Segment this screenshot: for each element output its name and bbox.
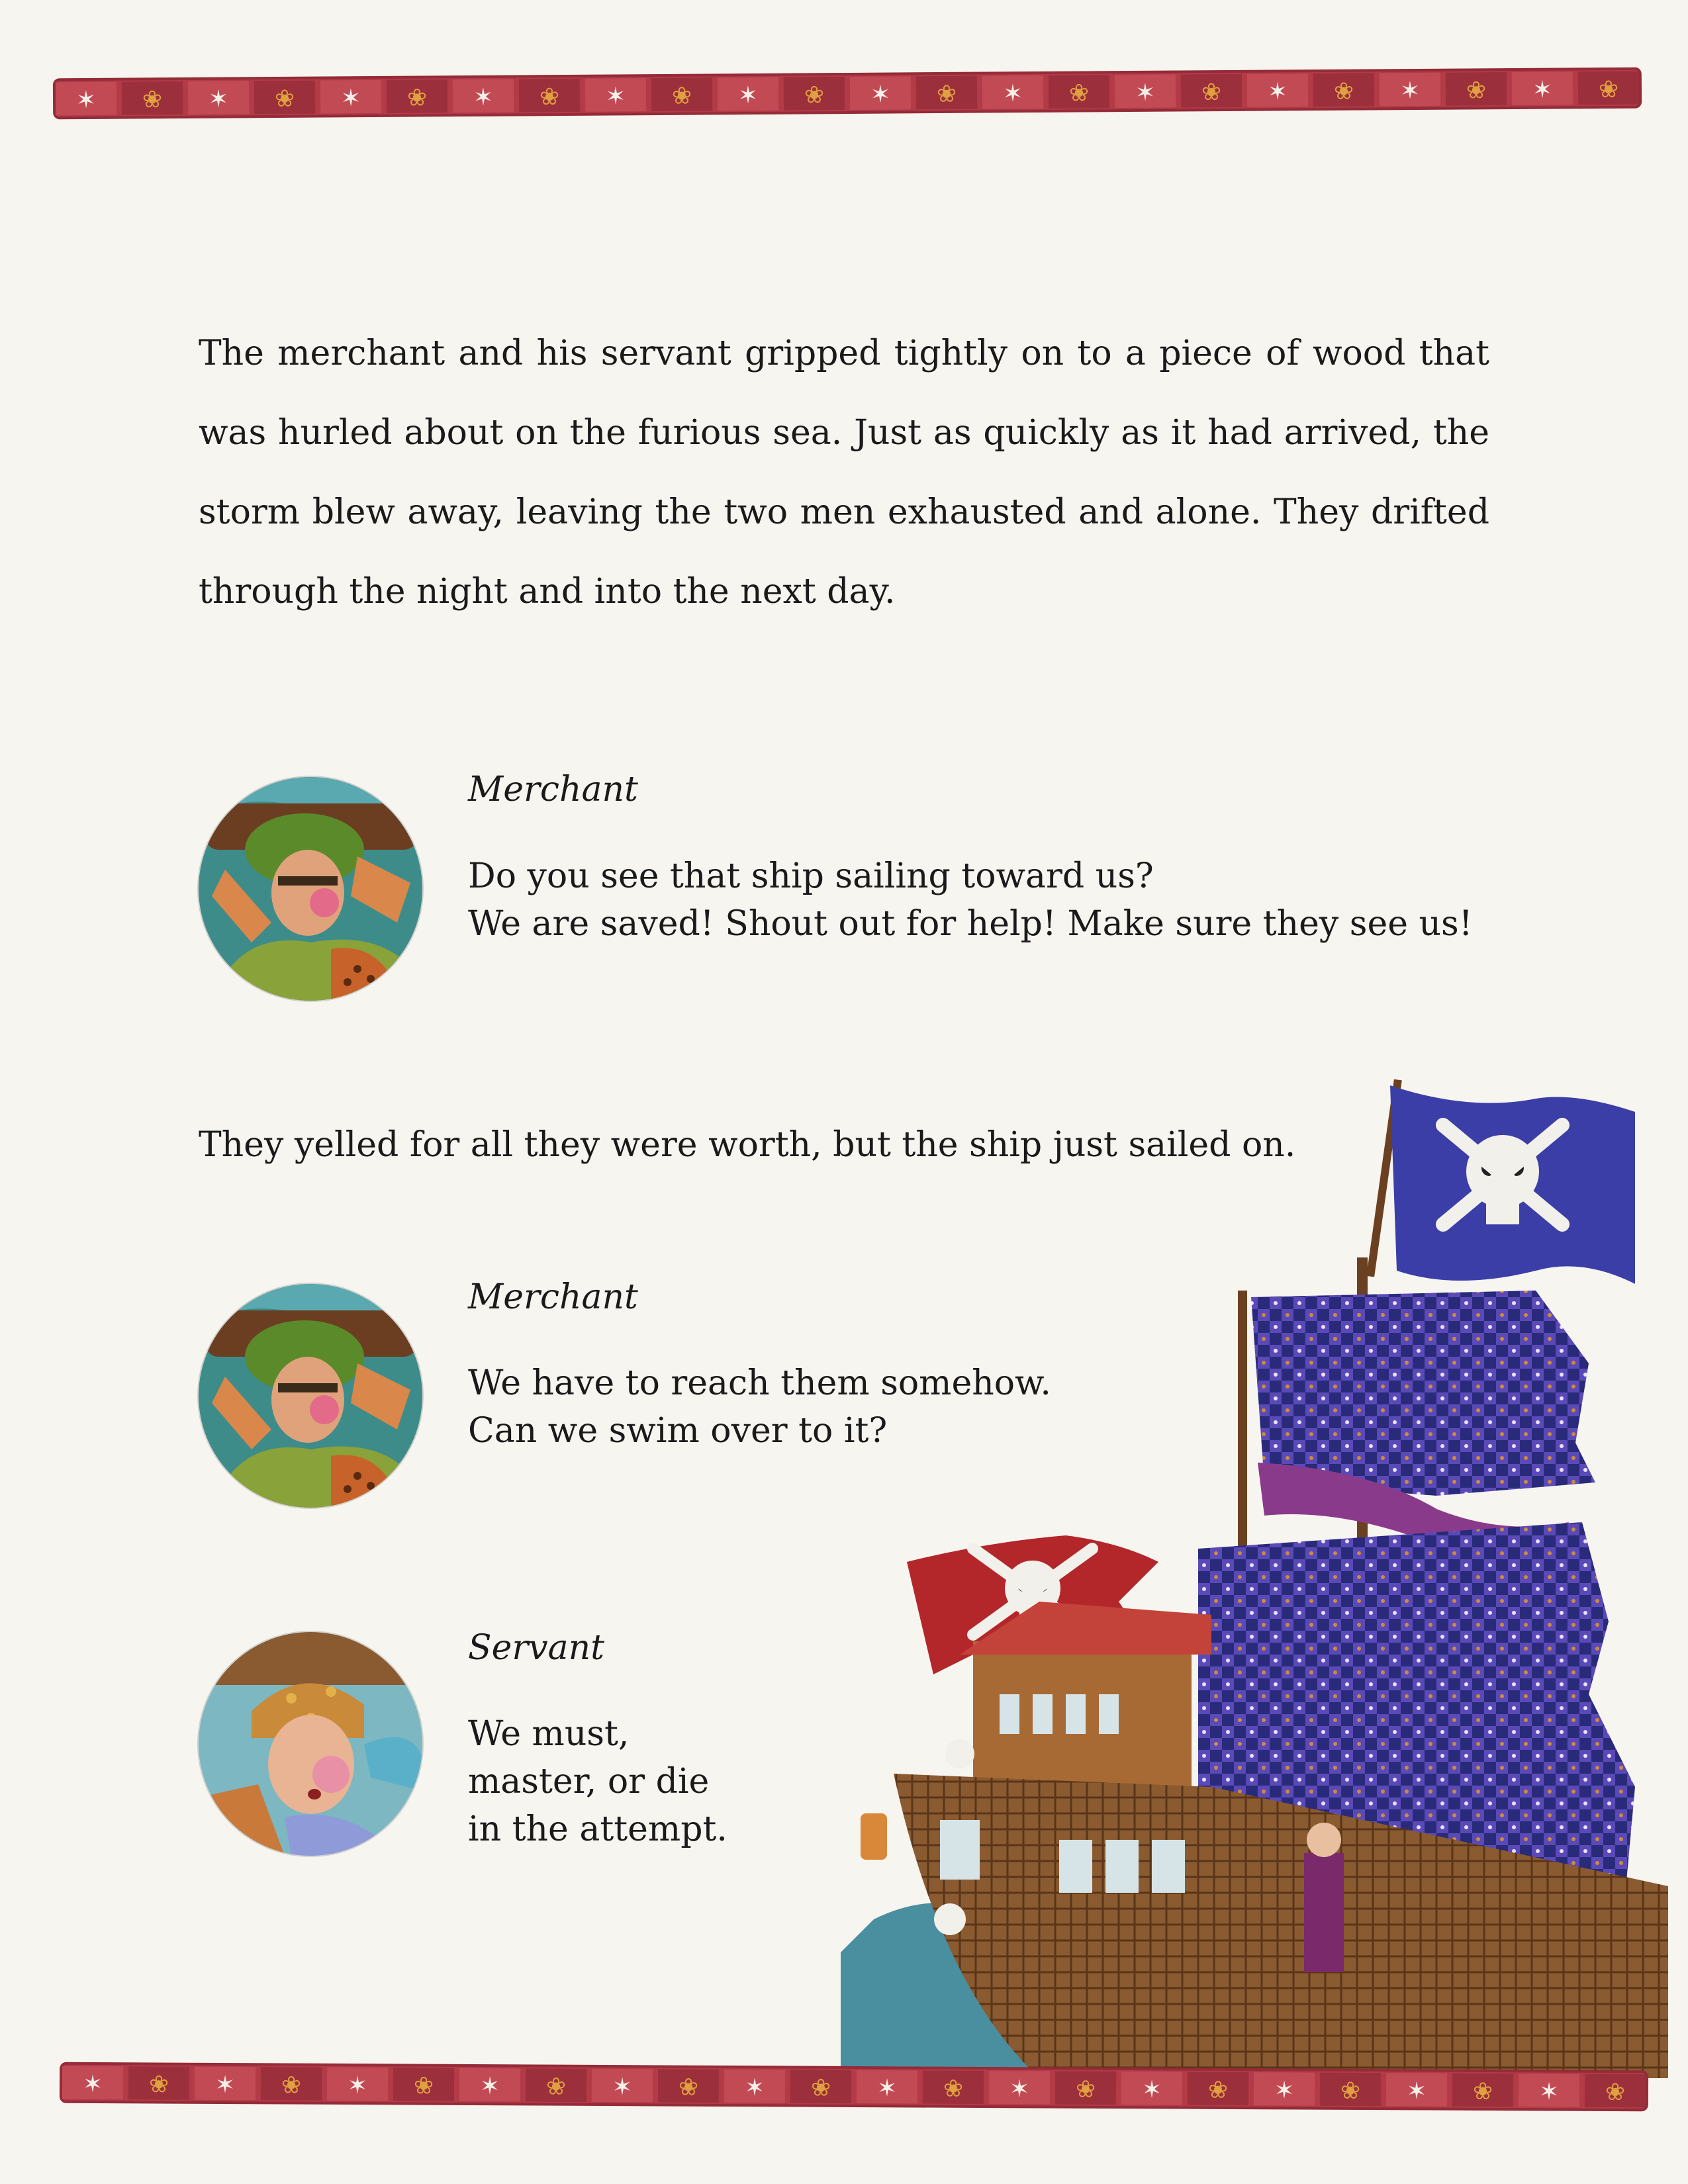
svg-text:✶: ✶ [479,2073,500,2101]
svg-text:❀: ❀ [406,84,428,112]
svg-text:❀: ❀ [1201,79,1222,107]
svg-text:✶: ✶ [1274,2077,1295,2105]
svg-text:✶: ✶ [1135,79,1156,107]
svg-text:❀: ❀ [678,2073,699,2101]
narration-paragraph-1: The merchant and his servant gripped tightly on to a piece of wood that was hurled about on the furious sea. Just as quickly as it had arrived, the storm blew away, leaving the two men exhausted and alone. They drifted through the night and into the next day. [199,334,1489,612]
svg-text:❀: ❀ [539,83,560,111]
svg-text:❀: ❀ [545,2073,567,2101]
svg-text:✶: ✶ [1141,2076,1162,2104]
svg-text:❀: ❀ [1472,2077,1493,2106]
top-decorative-border [53,68,1642,120]
svg-text:❀: ❀ [671,82,692,110]
svg-text:✶: ✶ [214,2071,236,2099]
svg-text:✶: ✶ [82,2070,103,2099]
svg-text:❀: ❀ [1340,2077,1361,2105]
svg-text:❀: ❀ [810,2074,831,2102]
svg-text:❀: ❀ [1075,2075,1096,2103]
narration-paragraph-2: They yelled for all they were worth, but the ship just sailed on. [199,1125,1296,1165]
svg-text:✶: ✶ [612,2073,633,2101]
speaker-name-merchant: Merchant [468,770,638,809]
svg-text:✶: ✶ [340,85,361,113]
speech-line: Can we swim over to it? [468,1411,888,1451]
servant-portrait [199,1632,422,1856]
svg-text:✶: ✶ [1399,77,1421,105]
svg-text:✶: ✶ [876,2075,898,2103]
svg-text:❀: ❀ [142,86,163,114]
svg-text:❀: ❀ [148,2071,169,2099]
speech-line: in the attempt. [468,1809,727,1849]
speech-line: We must, [468,1714,630,1754]
svg-text:✶: ✶ [208,85,229,113]
svg-text:✶: ✶ [1267,78,1288,106]
bottom-decorative-border [60,2062,1648,2112]
speech-line: We are saved! Shout out for help! Make sure they see us! [468,904,1473,944]
svg-text:✶: ✶ [75,86,97,114]
speech-line: We have to reach them somehow. [468,1363,1051,1403]
svg-text:✶: ✶ [744,2074,765,2102]
star-pattern-icon [53,68,1642,120]
svg-text:✶: ✶ [605,83,626,111]
speech-merchant-1 [468,852,1527,948]
pirate-ship-illustration [841,1059,1668,2078]
speech-line: master, or die [468,1762,710,1801]
blue-skull-flag-icon [1390,1085,1635,1284]
svg-text:✶: ✶ [737,81,759,110]
svg-text:✶: ✶ [1002,80,1023,108]
merchant-portrait [199,1284,422,1508]
speaker-name-merchant: Merchant [468,1277,638,1317]
svg-text:❀: ❀ [1605,2078,1626,2107]
speaker-name-servant: Servant [468,1628,605,1668]
svg-text:✶: ✶ [1532,76,1553,104]
svg-text:✶: ✶ [1009,2075,1030,2103]
merchant-portrait [199,777,422,1001]
svg-text:❀: ❀ [804,81,825,109]
svg-text:❀: ❀ [1598,75,1619,104]
svg-text:✶: ✶ [1538,2078,1560,2106]
speech-line: Do you see that ship sailing toward us? [468,856,1154,896]
svg-text:❀: ❀ [943,2075,964,2103]
svg-text:❀: ❀ [1333,77,1354,105]
svg-text:❀: ❀ [274,85,295,113]
svg-text:❀: ❀ [281,2071,302,2099]
svg-text:❀: ❀ [413,2072,434,2100]
svg-text:❀: ❀ [1068,79,1090,107]
svg-text:✶: ✶ [347,2071,368,2100]
svg-text:✶: ✶ [1406,2077,1427,2105]
svg-text:✶: ✶ [473,83,494,111]
svg-text:❀: ❀ [1207,2076,1229,2104]
svg-text:❀: ❀ [1466,77,1487,105]
svg-text:✶: ✶ [870,81,891,109]
star-pattern-icon [60,2062,1648,2112]
svg-text:❀: ❀ [936,80,957,109]
